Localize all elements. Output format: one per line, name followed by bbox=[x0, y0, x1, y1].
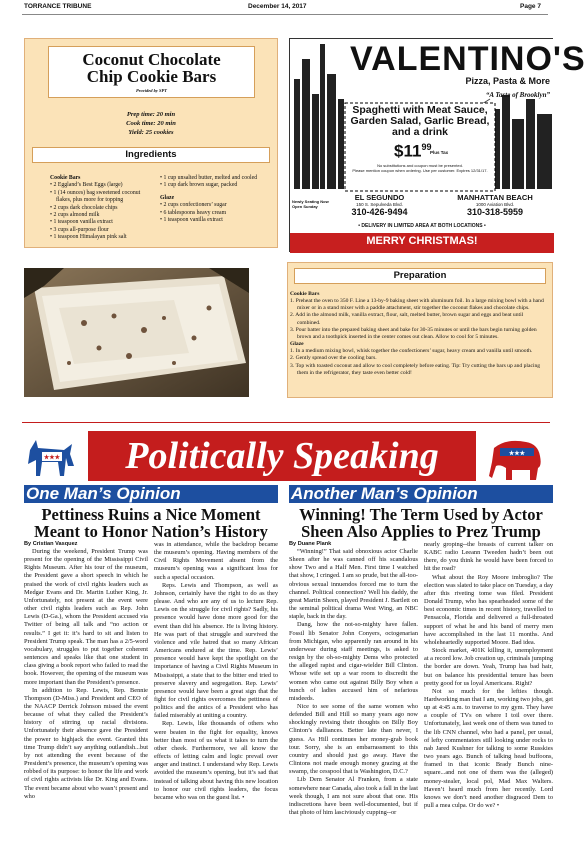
paragraph: Dang, how the not-so-mighty have fallen. Fossil lib Senator John Conyers, octogenarian from Michigan, who apparently ran around in his underwear during staff meetings, is asked to resign by the oh-so-mighty Dems who protected the alleged rapist and cigar-wielder Bill Clinton. Whose wife set up a war room to discredit the women who came out against Billy Boy when a bunch of ladies accused him of nefarious misdeeds. bbox=[289, 621, 418, 702]
cookie-bars-label: Cookie Bars bbox=[50, 175, 81, 181]
glaze-item: • 2 cups confectioners’ sugar bbox=[160, 202, 227, 209]
newspaper-name: TORRANCE TRIBUNE bbox=[24, 3, 92, 10]
paragraph: Rep. Lewis, like thousands of others who were beaten in the fight for equality, knows better than most of us what it takes to turn the other cheek. Furthermore, we all know the effects of letting calm and logic prevail over anger and instinct. I understand why Rep. Lewis avoided the museum’s opening, but it’s sad that instead of talking about having this new location to honor our civil rights leaders, the focus became who was on the guest list. • bbox=[154, 720, 278, 801]
glaze-label: Glaze bbox=[160, 194, 175, 201]
ad-loc2-address: 1000 Aviation Blvd. bbox=[475, 202, 515, 207]
right-opinion-label: Another Man’s Opinion bbox=[291, 484, 478, 503]
ad-offer-line3: and a drink bbox=[391, 126, 448, 138]
cook-time: Cook time: 20 min bbox=[126, 120, 176, 127]
yield: Yield: 25 cookies bbox=[128, 129, 174, 136]
ad-offer-line1: Spaghetti with Meat Sauce, bbox=[352, 104, 488, 116]
ad-delivery: • DELIVERY IN LIMITED AREA AT BOTH LOCATIONS • bbox=[358, 223, 486, 229]
ingredient-item: • 1 cup dark brown sugar, packed bbox=[160, 182, 238, 189]
svg-text:★★★: ★★★ bbox=[508, 451, 526, 457]
prep-step: 1. Preheat the oven to 350 F. Line a 13-by-9 baking sheet with aluminum foil. In a large mixing bowl with a hand mixer or in a stand mixer with a paddle attachment, stir together the coconut flakes and chocolate chips. bbox=[290, 298, 544, 312]
ad-loc1-address: 150 S. Sepulveda Blvd. bbox=[356, 202, 403, 207]
ad-price bbox=[394, 138, 431, 161]
right-article-col1 bbox=[289, 548, 418, 840]
ad-fine-print-1: No substitutions and coupon must be presented. bbox=[377, 163, 463, 168]
cookie-bars-photo bbox=[24, 268, 249, 397]
left-opinion-label: One Man’s Opinion bbox=[26, 484, 181, 503]
ingredient-item: • 1 cup unsalted butter, melted and cooled bbox=[160, 175, 258, 181]
left-article-col1 bbox=[24, 548, 148, 840]
glaze-step: 1. In a medium mixing bowl, whisk together the confectioners’ sugar, heavy cream and vanilla until smooth. bbox=[290, 348, 533, 355]
ad-holiday-banner: MERRY CHRISTMAS! bbox=[366, 235, 478, 247]
ad-loc1-name: EL SEGUNDO bbox=[354, 193, 405, 202]
ad-fine-print bbox=[348, 163, 492, 173]
ad-location-manhattan-beach bbox=[440, 193, 550, 217]
paragraph: During the weekend, President Trump was present for the opening of the Mississippi Civil Rights Museum. After his tour of the museum, the President gave a short speech in which he praised the work of civil rights leaders such as Medgar Evans and Dr. Martin Luther King, Jr. Unfortunately, not present at the event were other civil rights leaders such as Rep. John Lewis (D-Ga.), whom the President accused via Twitter of being all talk and “no action or results.” I get it: it’s hard to sit and listen to President Trump speak. The man has a 2/5-word vocabulary, struggles to put together coherent sentences and speaks like that one student in class giving a book report who failed to read the book. However, the opening of the museum was more important than the President’s presence. bbox=[24, 548, 148, 686]
ad-new-seating: Newly Seating Now Open Sunday bbox=[292, 199, 329, 209]
ingredients-right-column bbox=[160, 175, 260, 224]
democrat-donkey-icon bbox=[24, 436, 80, 487]
header-rule bbox=[22, 14, 548, 15]
ingredients-heading: Ingredients bbox=[32, 147, 270, 163]
banner-title: Politically Speaking bbox=[125, 435, 439, 477]
right-article-byline: By Duane Plank bbox=[289, 541, 332, 547]
preparation-heading: Preparation bbox=[294, 268, 546, 284]
ad-price-note: Plus Tax bbox=[430, 150, 449, 155]
paragraph: Nice to see some of the same women who defended Bill and Hill so many years ago now shockingly revising their thoughts on Billy Boy Clinton’s dalliances. Better late than never, I guess. As Hill continues her money-grab book tour. Sorry, she is an embarrassment to this country and should just go away. Have the Clintons not made enough money grazing at the swamp, the cesspool that is Washington, D.C.? bbox=[289, 702, 418, 776]
preparation-steps bbox=[290, 291, 548, 377]
prep-cookie-bars-label: Cookie Bars bbox=[290, 291, 320, 297]
ad-loc2-phone: 310-318-5959 bbox=[466, 207, 524, 217]
ingredient-item: • 1 teaspoon Himalayan pink salt bbox=[50, 234, 127, 241]
right-article-col2 bbox=[424, 541, 553, 840]
ad-loc2-name: MANHATTAN BEACH bbox=[457, 193, 533, 202]
glaze-item: • 6 tablespoons heavy cream bbox=[160, 209, 227, 216]
politically-speaking-banner bbox=[88, 431, 476, 481]
recipe-title-line1: Coconut Chocolate bbox=[82, 50, 221, 69]
ad-offer bbox=[346, 105, 494, 138]
republican-elephant-icon bbox=[486, 436, 546, 487]
recipe-title-box bbox=[48, 46, 255, 98]
ad-brand: VALENTINO'S bbox=[350, 40, 586, 78]
ingredients-left-column bbox=[50, 175, 155, 242]
ad-location-el-segundo bbox=[332, 193, 427, 217]
left-article-byline: By Cristian Vasquez bbox=[24, 541, 78, 547]
ad-fine-print-2: Please mention coupon when ordering. Use per customer. Expires 12/31/17. bbox=[352, 168, 488, 173]
ad-offer-line2: Garden Salad, Garlic Bread, bbox=[350, 115, 490, 127]
left-opinion-label-bar bbox=[24, 485, 278, 503]
glaze-step: 3. Top with toasted coconut and allow to cool completely before eating. Tip: Try cutting the bars up and placing them in the refrigerator, they taste even better cold! bbox=[290, 362, 541, 376]
ad-price-cents: 99 bbox=[421, 142, 432, 152]
prep-time: Prep time: 20 min bbox=[126, 111, 176, 118]
recipe-credit: Provided by SPT bbox=[136, 88, 167, 93]
recipe-title-line2: Chip Cookie Bars bbox=[86, 67, 217, 86]
left-article-col2 bbox=[154, 541, 278, 840]
ad-subtitle: Pizza, Pasta & More bbox=[465, 76, 550, 86]
ingredient-item: • 2 Eggland’s Best Eggs (large) bbox=[50, 182, 123, 189]
ingredient-item: • 1 teaspoon vanilla extract bbox=[50, 219, 113, 226]
ingredient-item: • 3 cups all-purpose flour bbox=[50, 226, 109, 233]
restaurant-ad bbox=[289, 38, 586, 252]
paragraph: Reps. Lewis and Thompson, as well as Johnson, certainly have the right to do as they please. And who are any of us to lecture Rep. Lewis on the struggle for civil rights? Sadly, his presence would have done more good for the event than did his absence. He is living history. He was part of that struggle and survived the violence and vile hatred that so many African Americans endured at the time. Rep. Lewis’ presence would have kept the spotlight on the importance of having a Civil Rights Museum in Mississippi, a state that to the bitter end tried to preserve slavery and segregation. Rep. Lewis’ presence would have been a great sign that the fight for civil rights overcomes the pettiness of politics and the antics of a President who has failed miserably at uniting a country. bbox=[154, 581, 278, 720]
paragraph: “Winning!” That said obnoxious actor Charlie Sheen after he was canned off his scandalous show Two and a Half Men. First time I watched that show, I cringed. I am so prude, but the all-too-obvious sexual innuendos forced me to turn the channel. Political connection? Well his daddy, the great Martin Sheen, played President J. Bartlett on the seminal political drama West Wing, an NBC staple, back in the day. bbox=[289, 548, 418, 621]
prep-step: 2. Add in the almond milk, vanilla extract, flour, salt, melted butter, brown sugar and eggs and beat until combined. bbox=[290, 312, 524, 326]
paragraph: Stock market, 401K killing it, unemployment at a record low. Job creation up, criminals jumping the border are down. Yeah, Trump has bad hair, but on balance his presidential tenure has been pretty good for us loyal Americans. Right? bbox=[424, 647, 553, 687]
paragraph: nearly groping--the breasts of current talker on KABC radio Leeann Tweeden hadn’t been out there, do you think he would have been forced to hit the road? bbox=[424, 541, 553, 573]
ad-tagline: “A Taste of Brooklyn” bbox=[485, 91, 550, 99]
page-number: Page 7 bbox=[520, 3, 541, 10]
paragraph: What about the Roy Moore imbroglio? The election was slated to take place on Tuesday, a day after this riveting tome was filed. President Donald Trump, who has spearheaded some of the best economic times in recent history, travelled to Pensacola, Florida and delivered a full-throated support of what he and his band of merry men have accomplished in the last 11 months. And wholeheartedly supported Moore. Bad idea. bbox=[424, 573, 553, 646]
paragraph: In addition to Rep. Lewis, Rep. Bennie Thompson (D-Miss.) and President and CEO of the NAACP Derrick Johnson missed the event because of what they called the President’s history of stirring up racial divisions. Unfortunately their absence gave the President the power to highjack the event. Granted this time Trump didn’t say anything outlandish...but by not attending the event because of the President’s presence, the museum’s opening was robbed of its purpose: to honor the life and work of civil rights activists like Dr. King and Evans. The event became about who wasn’t present and who bbox=[24, 686, 148, 800]
paragraph: was in attendance, while the backdrop became the museum’s opening. Having members of the Civil Rights Movement absent from the museum’s opening was a significant loss for such a special occasion. bbox=[154, 541, 278, 581]
right-opinion-label-bar bbox=[289, 485, 553, 503]
ingredient-item: • 2 cups almond milk bbox=[50, 212, 100, 219]
section-divider bbox=[22, 422, 550, 423]
right-article-title: Winning! The Term Used by Actor Sheen Also Applies to Prez Trump bbox=[299, 505, 543, 541]
prep-step: 3. Pour batter into the prepared baking sheet and bake for 30-35 minutes or until the bars begin turning golden brown and a toothpick inserted in the center comes out clean. Allow to cool for 5 minutes. bbox=[290, 326, 537, 340]
prep-glaze-label: Glaze bbox=[290, 341, 304, 348]
glaze-step: 2. Gently spread over the cooling bars. bbox=[290, 355, 377, 362]
left-article-title: Pettiness Ruins a Nice Moment Meant to Honor Nation’s History bbox=[34, 505, 268, 541]
ingredient-item: • 1 (14 ounces) bag sweetened coconut flakes, plus more for topping bbox=[50, 189, 141, 204]
glaze-item: • 1 teaspoon vanilla extract bbox=[160, 217, 223, 224]
svg-text:★★★: ★★★ bbox=[43, 455, 61, 461]
ingredient-item: • 2 cups dark chocolate chips bbox=[50, 204, 118, 211]
ad-price-dollars: $11 bbox=[394, 141, 422, 161]
paragraph: Not so much for the lefties though. Hardworking man that I am, working two jobs, get up at 4:45 a.m. to traverse to my gym. They have a couple of TVs on where I toil over there. Unfortunately, last week one of them was tuned to the lib CNN channel, who had a panel, per usual, of lefty commentators still looking under rocks to nab Jared Kushner for talking to some Russkies two years ago. Bunch of talking head buffoons, framed in that iconic Brady Bunch nine-square...and not one of them was the (alleged) money-stealer, local pol, Mad Max Walters. Haven’t heard much from her recently. Lord knows we don’t need another disgraced Dem to pull a mea culpa. Or do we? • bbox=[424, 687, 553, 809]
issue-date: December 14, 2017 bbox=[248, 3, 307, 10]
paragraph: Lib Dem Senator Al Franken, from a state somewhere near Canada, also took a fall in the last week though, I am not sure about that one. His indiscretions have been well-documented, but if that photo of him lasciviously cupping--or bbox=[289, 776, 418, 816]
ad-loc1-phone: 310-426-9494 bbox=[351, 207, 408, 217]
